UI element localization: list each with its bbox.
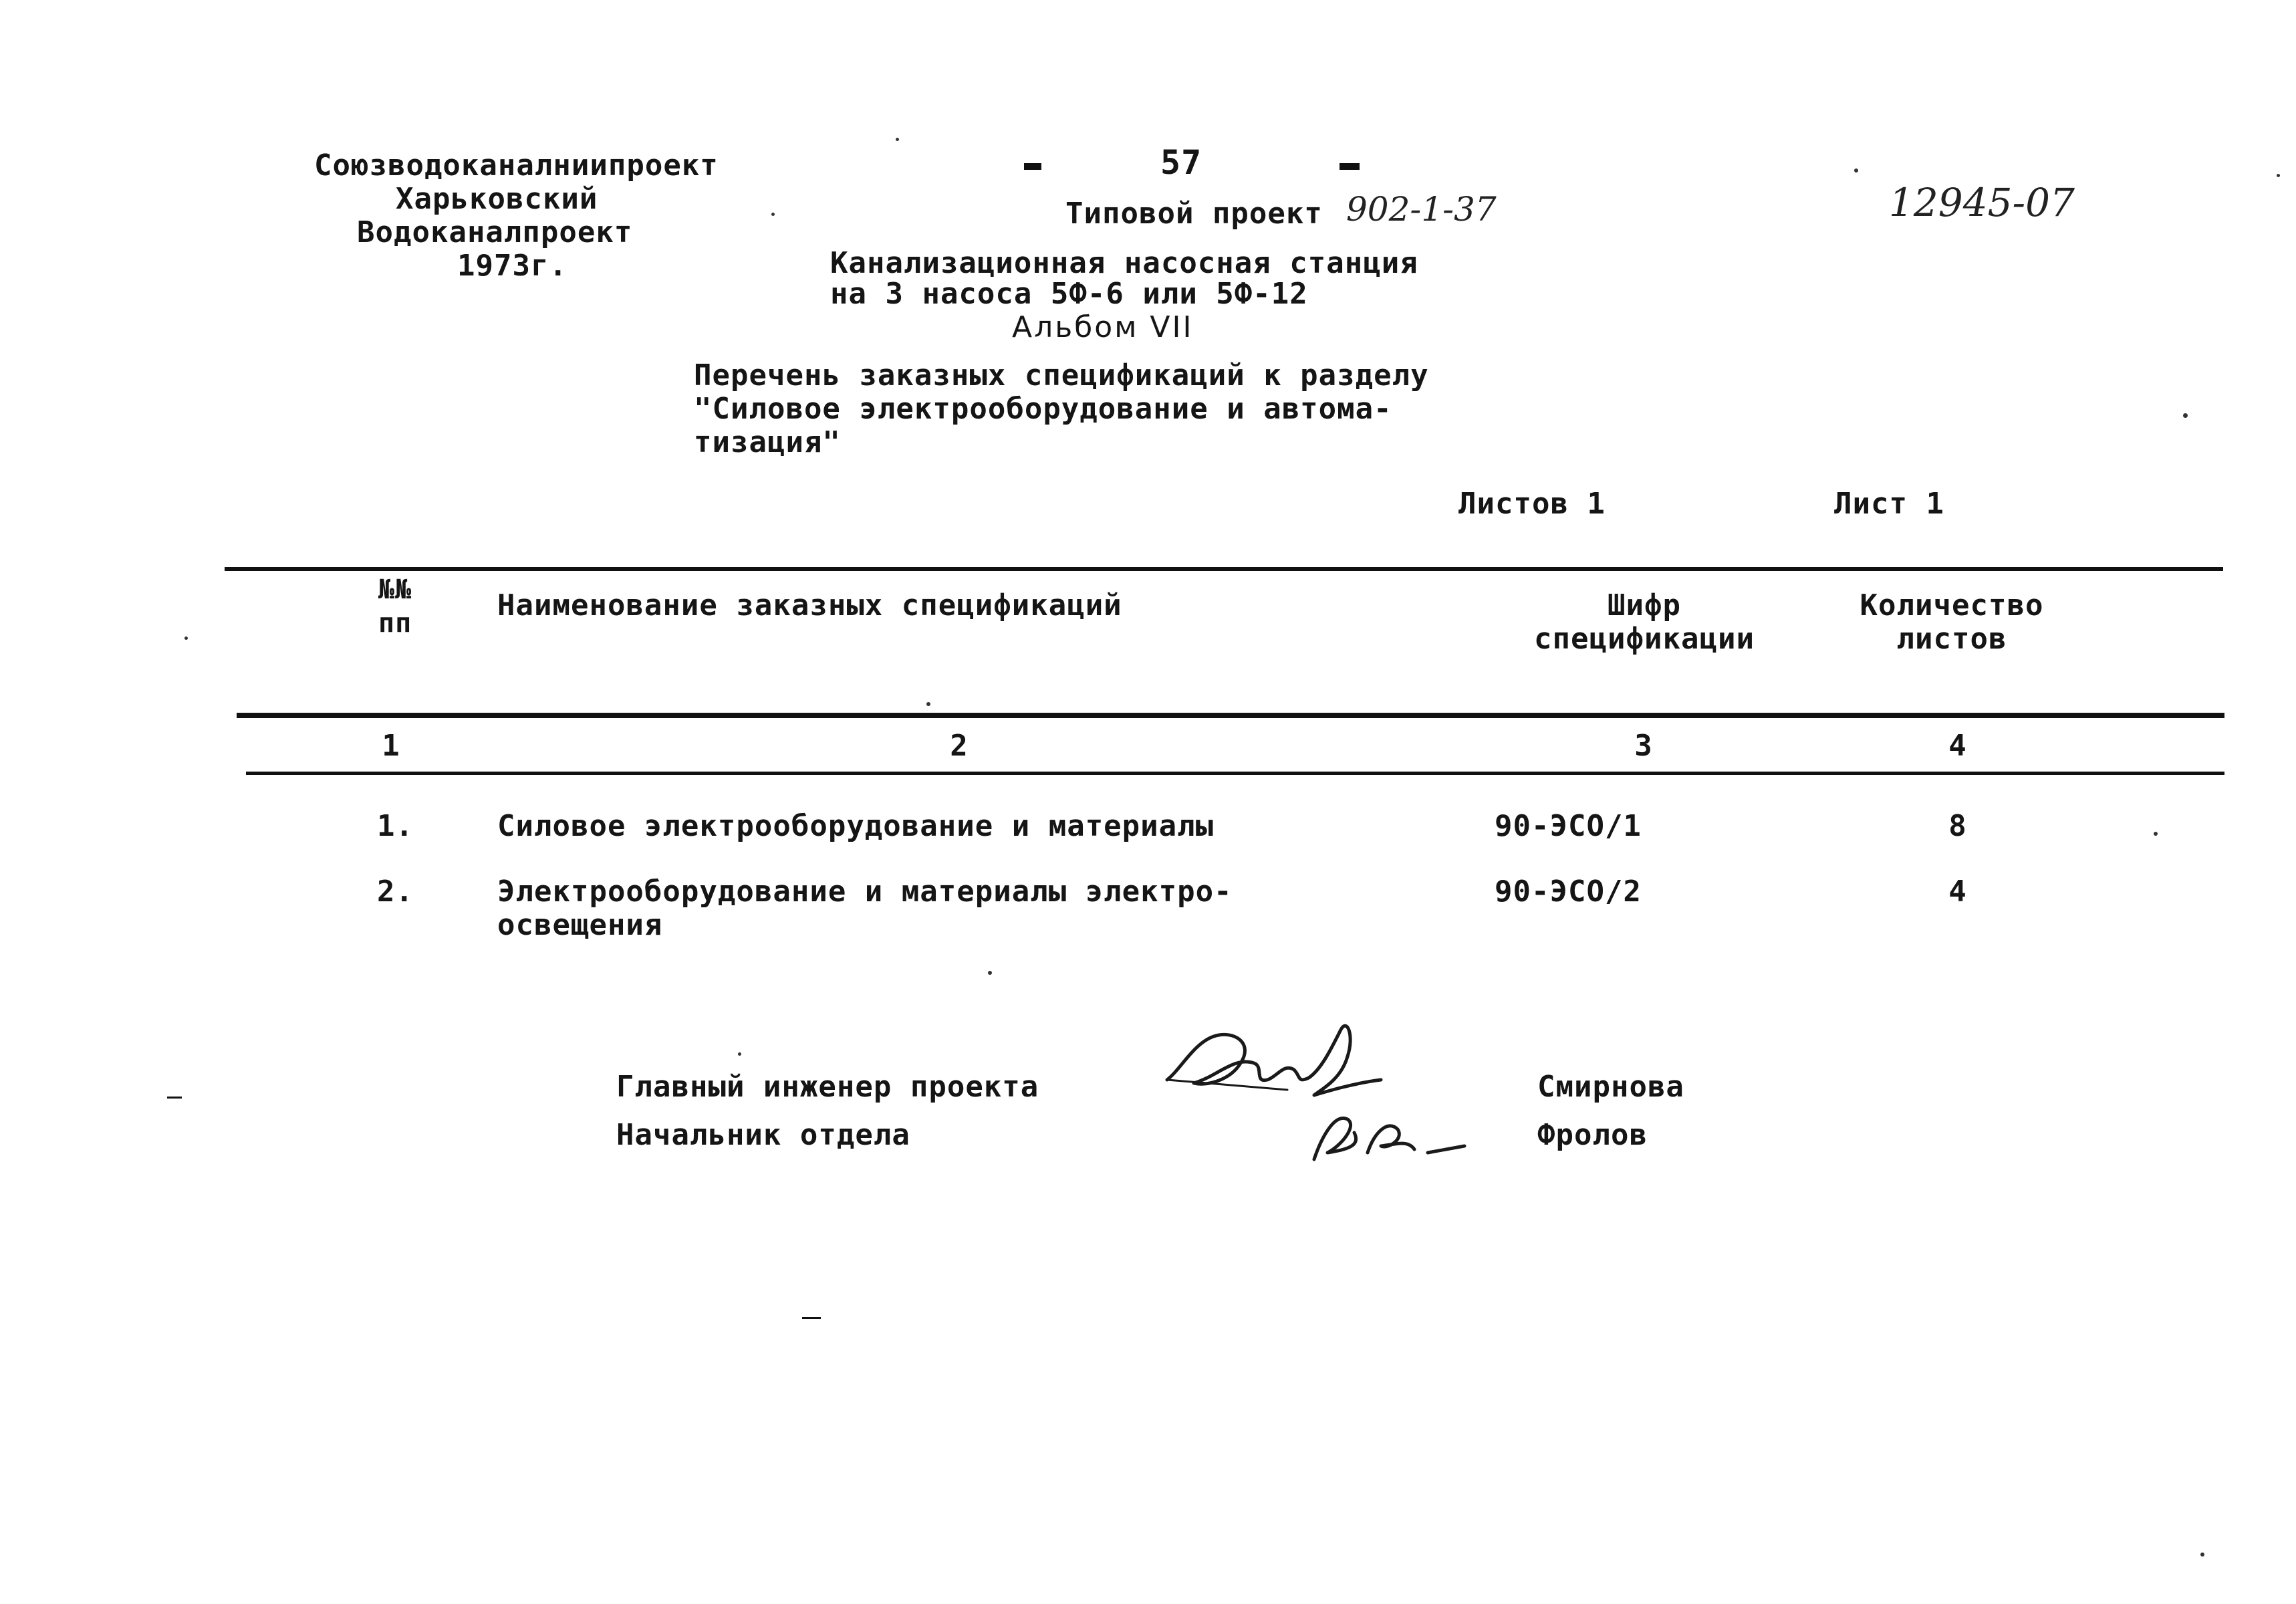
album-label: Альбом VII <box>1012 310 1194 344</box>
column-numbers-bottom-rule <box>246 772 2224 775</box>
page-number-dash-right <box>1340 163 1360 170</box>
signature-role-1: Главный инженер проекта <box>616 1070 1039 1104</box>
page-number: 57 <box>1160 143 1202 182</box>
subtitle-line-1: Перечень заказных спецификаций к разделу <box>694 358 1429 392</box>
subtitle-line-2: "Силовое электрооборудование и автома- <box>694 392 1392 426</box>
row-2-name-line-2: освещения <box>497 908 663 942</box>
row-1-name: Силовое электрооборудование и материалы <box>497 809 1215 843</box>
handwritten-signature-2 <box>1301 1099 1475 1173</box>
page-number-dash-left <box>1024 163 1041 170</box>
org-line-2: Харьковский <box>396 182 598 216</box>
subtitle-line-3: тизация" <box>694 425 841 459</box>
signature-name-1: Смирнова <box>1537 1070 1684 1104</box>
column-number-2: 2 <box>950 729 969 763</box>
scan-speck <box>738 1052 741 1056</box>
row-2-name-line-1: Электрооборудование и материалы электро- <box>497 875 1233 909</box>
header-count-line-1: Количество <box>1860 588 2044 622</box>
scan-speck <box>2277 174 2280 177</box>
table-top-rule <box>225 567 2223 571</box>
header-num-line-2: пп <box>378 608 412 639</box>
row-1-num: 1. <box>377 809 414 843</box>
title-line-2: на 3 насоса 5Ф-6 или 5Ф-12 <box>830 277 1308 311</box>
row-2-count: 4 <box>1948 875 1967 909</box>
org-line-1: Союзводоканалниипроект <box>314 148 719 183</box>
org-line-4: 1973г. <box>457 249 567 283</box>
header-code-line-1: Шифр <box>1608 588 1681 622</box>
scan-speck <box>184 637 188 640</box>
sheets-total: Листов 1 <box>1458 487 1606 521</box>
header-num-line-1: №№ <box>378 574 412 605</box>
header-count-line-2: листов <box>1896 622 2007 656</box>
header-code-line-2: спецификации <box>1534 622 1755 656</box>
row-1-count: 8 <box>1948 809 1967 843</box>
scan-speck <box>2183 413 2188 418</box>
header-bottom-rule <box>237 713 2224 718</box>
signature-name-2: Фролов <box>1537 1118 1648 1152</box>
project-number: 902-1-37 <box>1346 190 1497 229</box>
scan-speck <box>2200 1553 2204 1557</box>
scan-speck <box>2154 832 2158 836</box>
column-number-3: 3 <box>1634 729 1653 763</box>
scan-speck <box>896 138 899 141</box>
title-line-1: Канализационная насосная станция <box>830 246 1418 280</box>
org-line-3: Водоканалпроект <box>357 215 633 249</box>
column-number-4: 4 <box>1948 729 1967 763</box>
row-2-num: 2. <box>377 875 414 909</box>
signature-role-2: Начальник отдела <box>616 1118 910 1152</box>
scan-mark <box>802 1317 821 1319</box>
column-number-1: 1 <box>382 729 400 763</box>
scan-speck <box>771 213 775 216</box>
scan-mark <box>167 1097 182 1099</box>
row-1-code: 90-ЭСО/1 <box>1495 809 1642 843</box>
scan-speck <box>926 702 930 706</box>
sheet-current: Лист 1 <box>1834 487 1944 521</box>
row-2-code: 90-ЭСО/2 <box>1495 875 1642 909</box>
archive-number: 12945-07 <box>1889 180 2075 225</box>
scan-speck <box>988 971 992 975</box>
scan-speck <box>1854 168 1858 173</box>
header-name: Наименование заказных спецификаций <box>497 588 1122 622</box>
project-label: Типовой проект <box>1065 197 1323 231</box>
